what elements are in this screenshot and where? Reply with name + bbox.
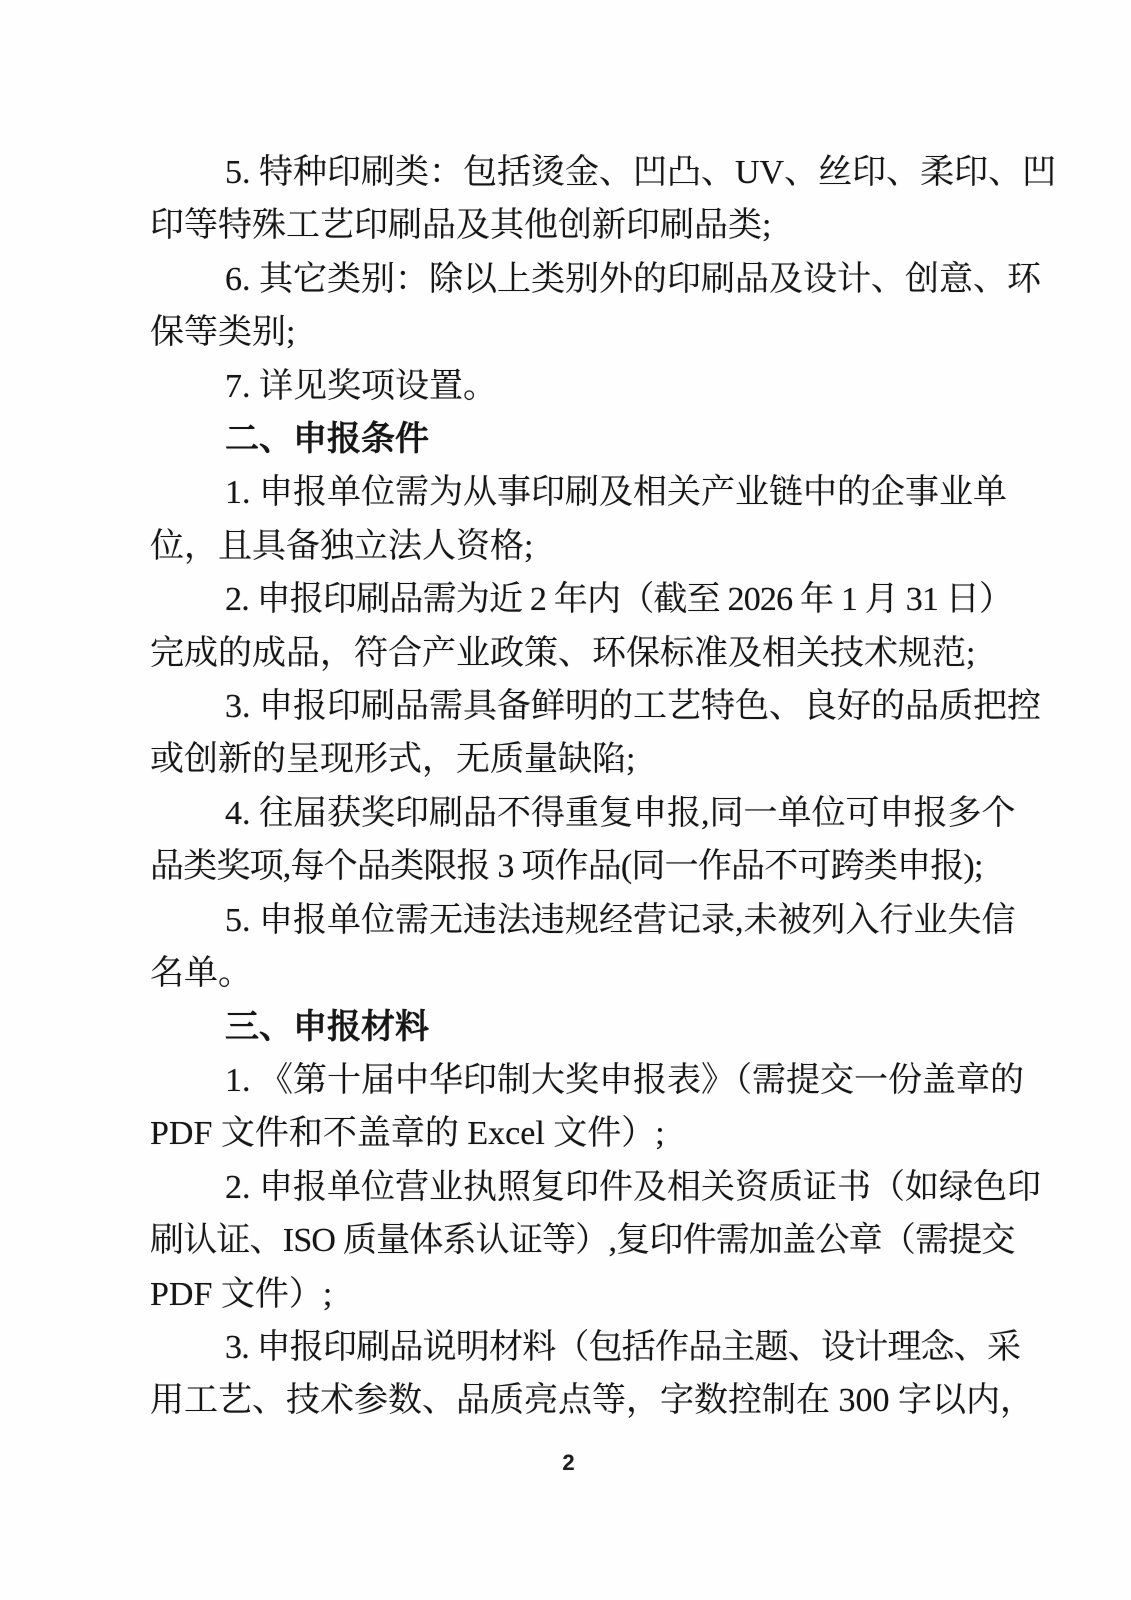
text-block (150, 146, 1057, 1428)
text-line: 3. 申报印刷品说明材料（包括作品主题、设计理念、采 (225, 1328, 1021, 1366)
text-line: PDF 文件）; (150, 1275, 333, 1313)
text-line: 4. 往届获奖印刷品不得重复申报,同一单位可申报多个 (225, 794, 1016, 832)
text-line: 刷认证、ISO 质量体系认证等）,复印件需加盖公章（需提交 (150, 1222, 1015, 1260)
text-line: PDF 文件和不盖章的 Excel 文件）; (150, 1115, 665, 1153)
text-line: 2. 申报单位营业执照复印件及相关资质证书（如绿色印 (225, 1168, 1041, 1206)
text-line: 印等特殊工艺印刷品及其他创新印刷品类; (150, 207, 772, 245)
text-line: 完成的成品，符合产业政策、环保标准及相关技术规范; (150, 634, 976, 672)
text-line: 或创新的呈现形式，无质量缺陷; (150, 741, 636, 779)
text-line: 6. 其它类别：除以上类别外的印刷品及设计、创意、环 (225, 260, 1041, 298)
text-line: 品类奖项,每个品类限报 3 项作品(同一作品不可跨类申报); (150, 848, 983, 886)
text-line: 位，且具备独立法人资格; (150, 527, 534, 565)
text-line: 3. 申报印刷品需具备鲜明的工艺特色、良好的品质把控 (225, 688, 1041, 726)
text-line: 用工艺、技术参数、品质亮点等，字数控制在 300 字以内， (150, 1382, 1034, 1420)
text-line: 5. 特种印刷类：包括烫金、凹凸、UV、丝印、柔印、凹 (225, 154, 1057, 191)
text-line: 保等类别; (150, 314, 296, 352)
section-heading: 二、申报条件 (225, 421, 429, 459)
page-number: 2 (562, 1450, 575, 1475)
text-line: 7. 详见奖项设置。 (225, 367, 497, 405)
text-line: 5. 申报单位需无违法违规经营记录,未被列入行业失信 (225, 901, 1016, 939)
section-heading: 三、申报材料 (225, 1008, 429, 1046)
text-line: 名单。 (150, 955, 252, 993)
text-line: 2. 申报印刷品需为近 2 年内（截至 2026 年 1 月 31 日） (225, 581, 1013, 619)
text-line: 1. 申报单位需为从事印刷及相关产业链中的企事业单 (225, 474, 1007, 512)
text-line: 1. 《第十届中华印制大奖申报表》（需提交一份盖章的 (225, 1061, 1024, 1099)
